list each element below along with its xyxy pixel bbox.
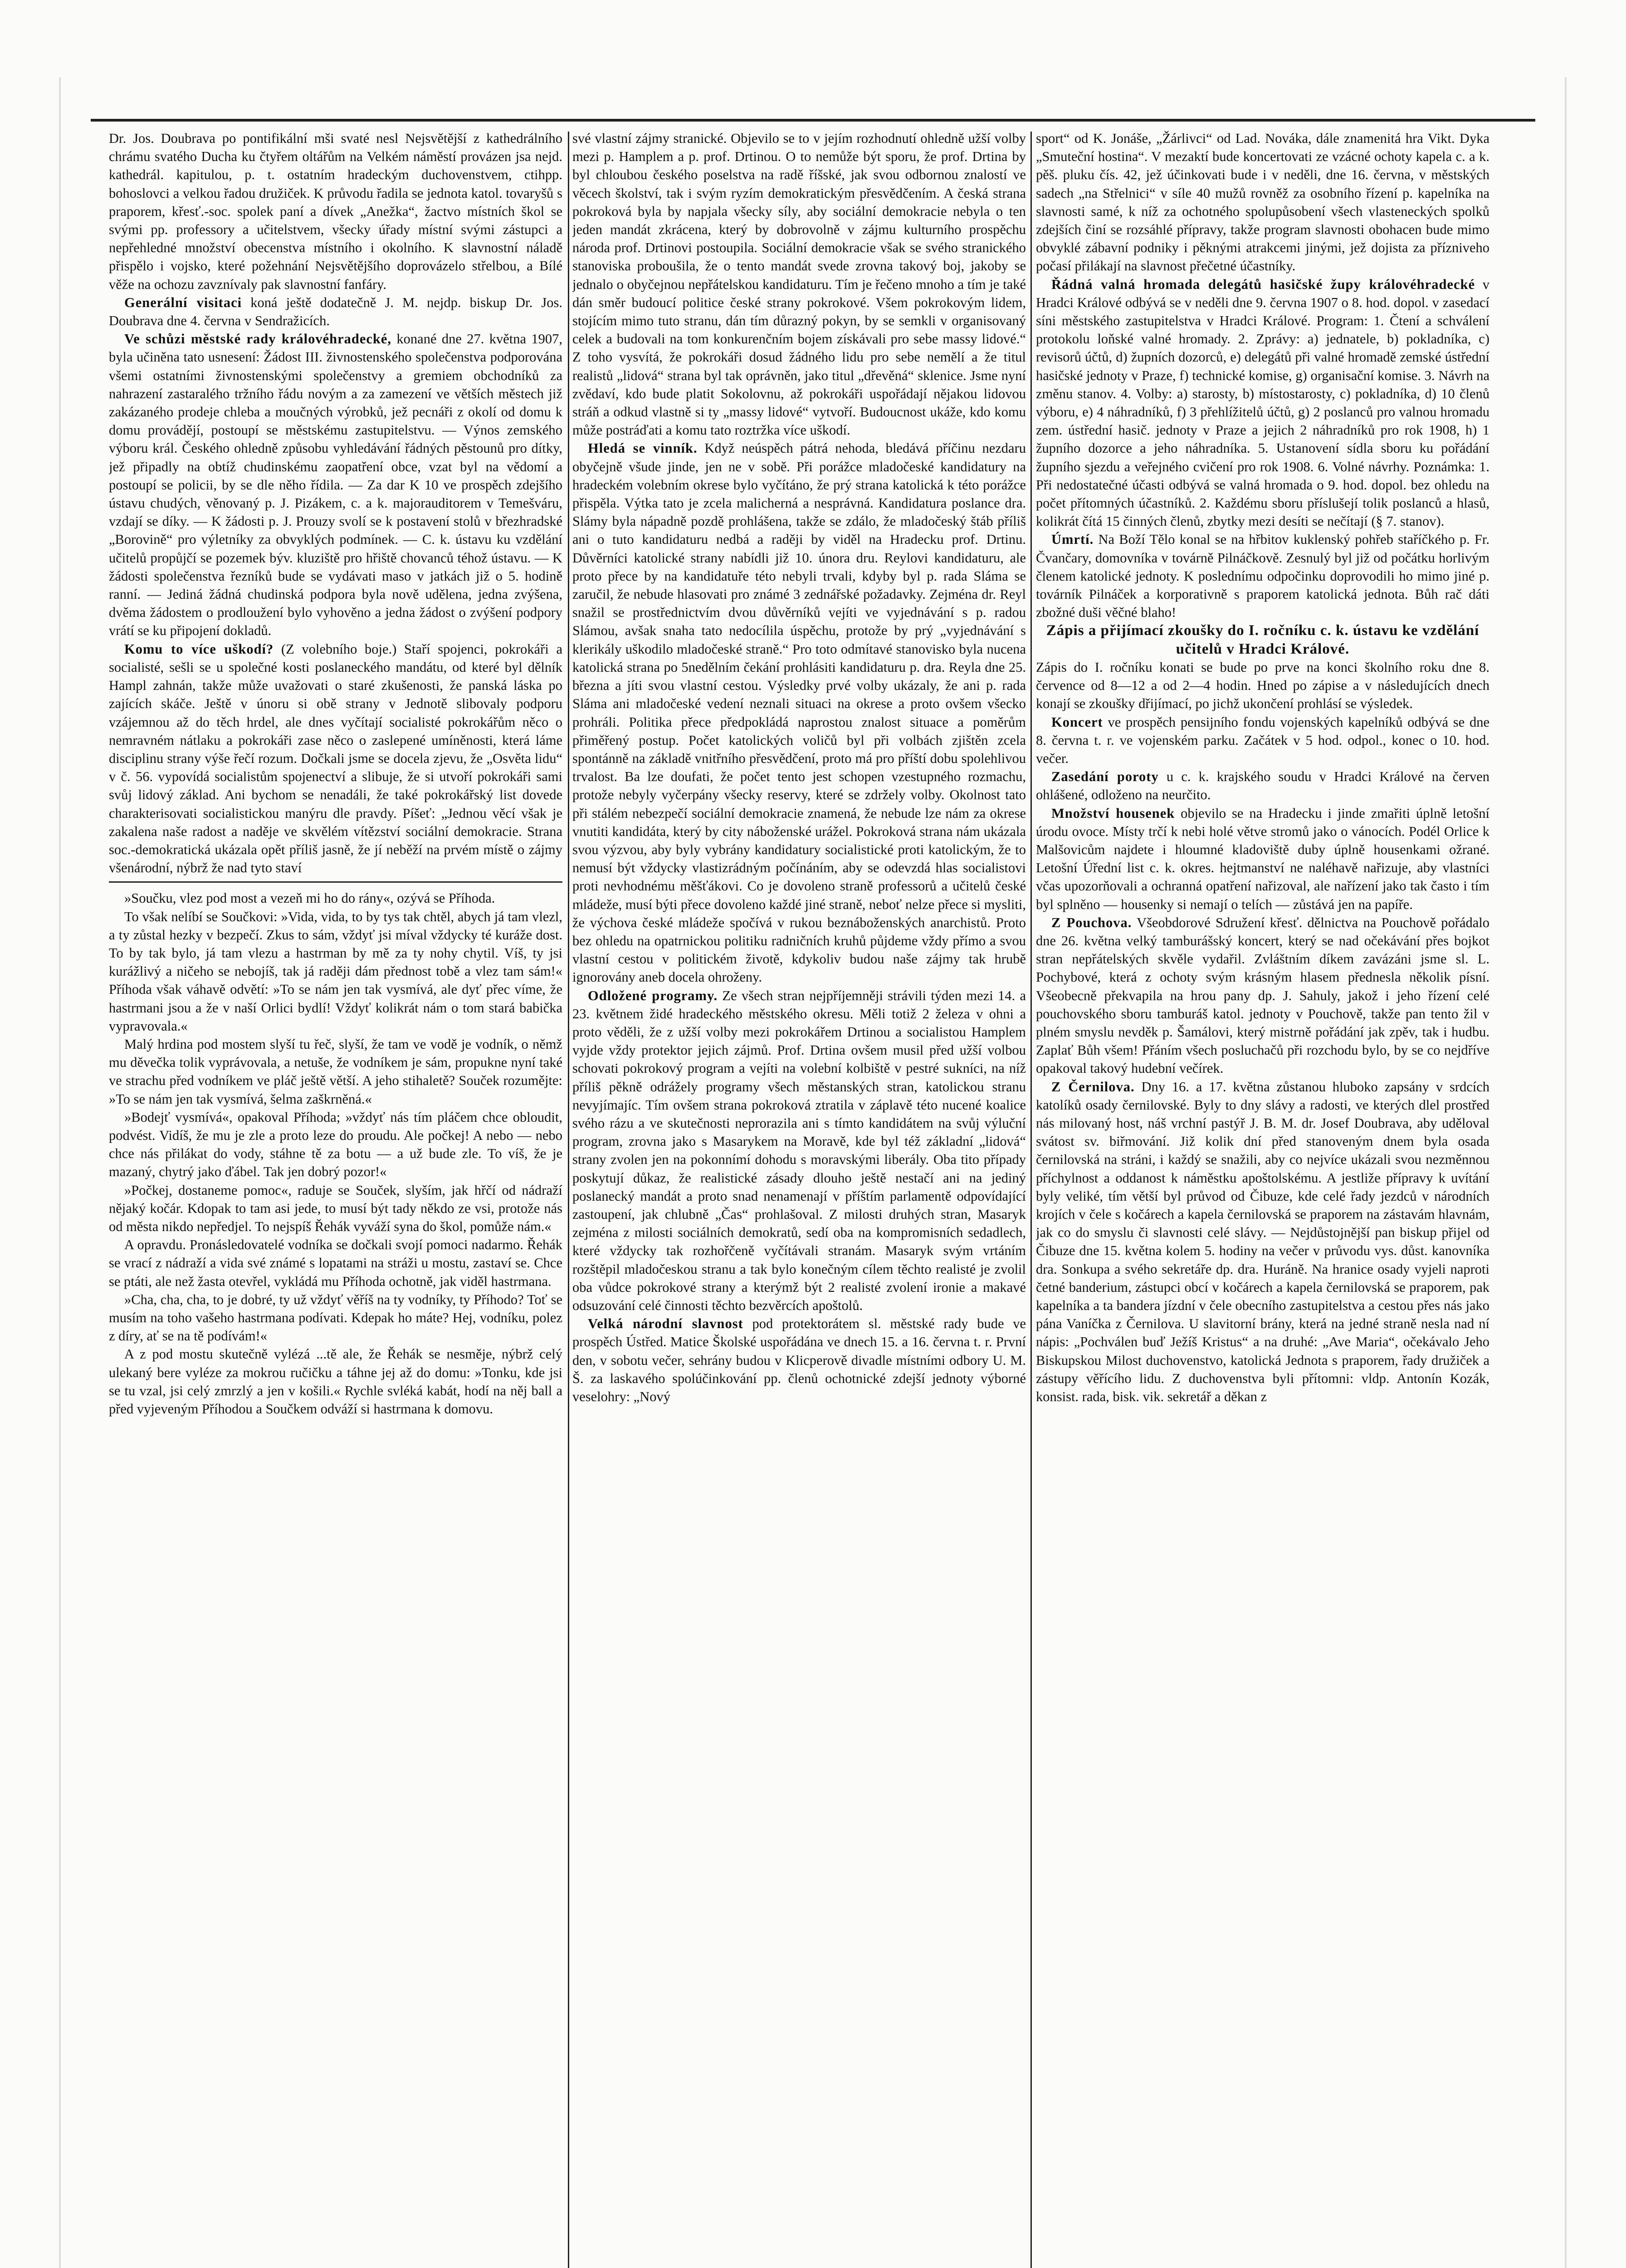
story-paragraph: To však nelíbí se Součkovi: »Vida, vida, to by tys tak chtěl, abych já tam vlezl, a ty zůstal hezky v bezpečí. Zkus to sám, vždyť jsi míval vždycky té kuráže dost. To by tak bylo, já tam vlezu a hastrman by mě za ty nohy chytil. Víš, ty jsi kurážlivý a ničeho se nebojíš, tak já raději dám přednost tobě a vlez tam sám!« Příhoda však váhavě odvětí: »To se nám jen tak vysmívá, ale dyť přec víme, že hastrmani jsou a že v naší Orlici bydlí! Vždyť kolikrát nám o tom stará babička vypravovala.« xyxy=(109,909,562,1034)
page-left-edge xyxy=(59,77,61,2268)
feuilleton-separator xyxy=(109,881,562,883)
article-paragraph xyxy=(109,330,562,640)
column-3 xyxy=(1036,129,1489,2268)
page-right-edge xyxy=(1565,77,1567,2268)
article-text: Ze všech stran nejpříjemněji strávili týden mezi 14. a 23. květnem židé hradeckého městského okresu. Měli totiž 2 železa v ohni a proto věděli, že z užší volby mezi pokrokářem Drtinou a socialistou Hamplem vyjde vždy protektor jejich zájmů. Prof. Drtina ovšem musil před užší volbou schovati pokrokový program a vejíti na volební kolbiště v pestré sukníci, na níž příliš pěkně odrážely programy všech městanských stran, katolickou stranu nevyjímajíc. Tím ovšem strana pokroková ztratila v záplavě této nucené koalice svého rázu a ve skutečnosti neprorazila ani s tímto kandidátem na svůj výluční program, zrovna jako s Masarykem na Moravě, kde byl též základní „lidová“ strany zvolen jen na pokonnímí dohodu s moravskými liberály. Oba tito případy poskytují důkaz, že realistické zásady dlouho ještě nestačí ani na jediný poslanecký mandát a proto snad nenamenají v příštím parlamentě odpovídající zastoupení, jak chlubně „Čas“ prohlašoval. Z milosti druhých stran, Masaryk zejména z milosti sociálních demokratů, sedí oba na kompromisních sedadlech, které vždycky tak rozhořčeně vyčítávali stranám. Masaryk svým vrtáním rozštěpil mladočeskou stranu a tak bylo konečným cílem těchto realisté je zvolil oba vůdce pokrokové strany a kterýmž být 2 realisté zvolení ironie a makavé odsuzování celé činnosti těchto bezvěrcích apoštolů. xyxy=(572,987,1026,1313)
column-rule-1 xyxy=(568,132,569,2268)
article-paragraph xyxy=(109,293,562,330)
story-paragraph: »Bodejť vysmívá«, opakoval Příhoda; »vždyť nás tím pláčem chce obloudit, podvést. Vidíš, že mu je zle a proto leze do proudu. Ale počkej! A nebo — nebo chce nás přilákat do vody, stáhne tě za botu — a už bude zle. To víš, že je mazaný, chytrý jako ďábel. Tak jen dobrý pozor!« xyxy=(109,1109,562,1180)
article-paragraph xyxy=(572,1315,1026,1406)
story-paragraph: A opravdu. Pronásledovatelé vodníka se dočkali svojí pomoci nadarmo. Řehák se vrací z nádraží a vida své známé s lopatami na stráži u mostu, zastaví se. Chce se ptáti, ale než žasta otevřel, vykládá mu Příhoda ochotně, jak viděl hastrmana. xyxy=(109,1237,562,1289)
story-paragraph: »Počkej, dostaneme pomoc«, raduje se Souček, slyším, jak hřčí od nádraží nějaký kočár. Kdopak to tam asi jede, to musí být tady někdo ze vsi, protože nás od města nikdo nepředjel. To nejspíš Řehák vyváží syna do škol, pomůže nám.« xyxy=(109,1182,562,1234)
article-heading: Koncert xyxy=(1051,714,1103,730)
article-heading: Generální visitaci xyxy=(124,294,242,310)
article-paragraph xyxy=(109,640,562,877)
article-heading: Řádná valná hromada delegátů hasičské župy královéhradecké xyxy=(1051,276,1475,292)
story-paragraph: »Součku, vlez pod most a vezeň mi ho do rány«, ozývá se Příhoda. xyxy=(124,890,495,906)
story-paragraph: A z pod mostu skutečně vylézá ...tě ale, že Řehák se nesměje, nýbrž celý ulekaný bere vyléze za mokrou ručičku a táhne jej až do domu: »Tonku, kde jsi se tu vzal, jsi celý zmrzlý a jen v košili.« Rychle svléká kabát, hodí na něj ball a před vyjeveným Příhodou a Součkem odváží si hastrmana k domovu. xyxy=(109,1346,562,1417)
article-text: u c. k. krajského soudu v Hradci Králové na červen ohlášené, odloženo na neurčito. xyxy=(1036,769,1489,803)
article-heading: Úmrtí. xyxy=(1051,532,1094,547)
article-heading: Odložené programy. xyxy=(588,987,718,1003)
column-rule-2 xyxy=(1030,132,1032,2268)
article-text: Všeobdorové Sdružení křesť. dělnictva na Pouchově pořádalo dne 26. května velký tamburášský koncert, který se nad očekávání přes bojkot stran nepřátelských skvěle vydařil. Zvláštním díkem zavázáni jsme sl. L. Pochybové, která z ochoty svým krásným hlasem přednesla několik písní. Všeobecně překvapila na hrou pany dp. J. Sahuly, jakož i jeho řízení celé pouchovského sboru tamburáš katol. jednoty v Pouchově, takže pan tento žil v plném smyslu nevděk p. Šamálovi, který mistrně pořádání jak zpěv, tak i hudbu. Zaplať Bůh všem! Přáním všech posluchačů při rozchodu bylo, by se co nejdříve opakoval takový hudební večírek. xyxy=(1036,914,1489,1076)
column-1 xyxy=(109,129,562,2268)
article-paragraph xyxy=(1036,713,1489,768)
article-paragraph: sport“ od K. Jonáše, „Žárlivci“ od Lad. Nováka, dále znamenitá hra Vikt. Dyka „Smuteční hostina“. V mezaktí bude koncertovati ze vzácné ochoty kapela c. a k. pěš. pluku čís. 42, jež účinkovati bude i v neděli, dne 16. června, v městských sadech „na Střelnici“ v síle 40 mužů rovněž za osobního řízení p. kapelníka na slavnosti samé, k níž za ochotného spolupůsobení všech vlasteneckých spolků zdejších činí se rozsáhlé přípravy, takže program slavnosti obohacen bude mimo obvyklé zábavní podniky i pěknými atrakcemi jinými, jež dojista za přízniveho počasí přilákají na slavnost přečetné účastníky. xyxy=(1036,131,1489,274)
article-heading: Ve schůzi městské rady královéhradecké, xyxy=(124,331,392,347)
article-text: Když neúspěch pátrá nehoda, bledává příčinu nezdaru obyčejně všude jinde, jen ne v sobě. Při porážce mladočeské kandidatury na hradeckém volebním okrese bylo vyčítáno, že prý strana katolická k této porážce přispěla. Výtka tato je zcela malicherná a nesprávná. Kandidatura poslance dra. Slámy byla nápadně pozdě prohlášena, takže se zdálo, že mladočeský štáb příliš ani o tuto kandidaturu nedbá a raději by viděl na Hradecku prof. Drtinu. Důvěrníci katolické strany nabídli již 10. února dru. Reylovi kandidaturu, ale proto přece by na kandidatuře této nebyli trvali, kdyby byl p. rada Sláma se zaručil, že nebude hlasovati pro známé 3 zednářské požadavky. Zejména dr. Reyl snažil se prostřednictvím dvou důvěrníků vejíti ve vyjednávání s p. radou Slámou, avšak snaha tato nedocílila úspěchu, protože by prý „vyjednávání s klerikály uškodilo mladočeské straně.“ Pro toto odmítavé stanovisko byla nucena katolická strana po 5nedělním čekání prohlásiti kandidaturu p. dra. Reyla dne 25. března a jíti svou vlastní cestou. Výsledky prvé volby ukázaly, že ani p. rada Sláma ani mladočeské vedení neznali situaci na okrese a proto ovšem všecko prohráli. Politika přece předpokládá naprostou znalost situace a poměrům přiměřený postup. Počet katolických voličů byl při volbách zjištěn zcela spontánně na základě vnitřního přesvědčení, proto má pro příští dobu spolehlivou trvalost. Ba lze doufati, že počet tento jest schopen vzestupného rozmachu, protože nebyly vyčerpány všecky reservy, které se zdržely volby. Okolnost tato při stálém nebezpečí sociální demokracie znamená, že nebude lze nám za okrese vnutiti kandidáta, který by city náboženské urážel. Pokroková strana nám ukázala svou výzvou, aby byly vybrány kandidatury socialistické proti katolickým, že to nemusí být vždycky vlastizrádným počínáním, aby se odevzdá hlas socialistovi proti nevhodnému měšťákovi. Co je dovoleno straně professorů a učitelů české mládeže, musí býti přece dovoleno každé jiné straně, neboť nelze přece si mysliti, že výchova české mládeže spočívá v rukou beznáboženských anarchistů. Proto bez ohledu na opatrnickou politiku radničních kruhů půjdeme vždy přímo a svou vlastní cestou v politickém životě, kdykoliv budou naše zájmy tak hrubě ignorovány aneb docela ohroženy. xyxy=(572,440,1026,985)
article-paragraph: Dr. Jos. Doubrava po pontifikální mši svaté nesl Nejsvětější z kathedrálního chrámu svatého Ducha ku čtyřem oltářům na Velkém náměstí provázen jsa nejd. kathedrál. kapitulou, p. t. ostatním hradeckým duchovenstvem, ctihpp. bohoslovci a velkou řadou družiček. K průvodu řadila se jednota katol. tovaryšů s praporem, křesť.-soc. spolek paní a dívek „Anežka“, žactvo místních škol se svými pp. professory a učitelstvem, všecky úřady místní svými zástupci a nepřehledné množství obecenstva místního i okolního. K slavnostní náladě přispělo i vojsko, které požehnání Nejsvětějšího doprovázelo střelbou, a Bílé věže na ochozu zavznívaly pak slavnostní fanfáry. xyxy=(109,131,562,292)
article-paragraph xyxy=(1036,914,1489,1078)
article-text: Dny 16. a 17. května zůstanou hluboko zapsány v srdcích katolíků osady černilovské. Byly to dny slávy a radosti, ve kterých dlel prostřed nás milovaný host, náš vrchní pastýř J. B. M. dr. Josef Doubrava, aby uděloval svátost sv. biřmování. Již kolik dní před stanoveným dnem byla osada černilovská na stráni, i každý se snažili, aby co nejvíce ukázali svou nezměnnou příchylnost a oddanost k náměstku apoštolskému. A jestliže přípravy k uvítání byly veliké, tím větší byl průvod od Čibuze, kde celé řady jezdců v národních krojích v čele s kočárech a kapela černilovská se praporem na zástavám hlavnám, jak co do smyslu či slavnosti celé slávy. — Nejdůstojnější pan biskup přijel od Čibuze dne 15. května kolem 5. hodiny na večer v průvodu vys. důst. kanovníka dra. Sonkupa a svého sekretáře dp. dra. Huráně. Na hranice osady vyjeli naproti četné banderium, zástupci obcí v kočárech a kapela černilovská se praporem, pak kapelníka a ta bandera jízdní v čele obecního zastupitelstva a cestou přes nás jako pána Vaníčka z Černilova. U slavitorní brány, která na jedné straně nesla nad ní nápis: „Pochválen buď Ježíš Kristus“ a na druhé: „Ave Maria“, očekávalo Jeho Biskupskou Milost duchovenstvo, katolická Jednota s praporem, řady družiček a zástupy věřícího lidu. Z duchovenstva byli přítomni: vldp. Antonín Kozák, konsist. rada, bisk. vik. sekretář a děkan z xyxy=(1036,1079,1489,1405)
article-paragraph xyxy=(1036,1078,1489,1406)
article-text: Na Boží Tělo konal se na hřbitov kuklenský pohřeb staříčkého p. Fr. Čvančary, domovníka v továrně Pilnáčkově. Zesnulý byl již od počátku horlivým členem katolické jednoty. K poslednímu odpočinku doprovodili ho mimo jiné p. továrník Pilnáček a korporativně s praporem katolická jednota. Bůh rač dáti zbožné duši věčné blaho! xyxy=(1036,532,1489,621)
article-heading: Množství housenek xyxy=(1051,805,1175,821)
article-heading: Komu to více uškodí? xyxy=(124,641,274,657)
article-paragraph xyxy=(572,439,1026,986)
article-heading: Zápis a přijímací zkoušky do I. ročníku c. k. ústavu ke vzdělání učitelů v Hradci Králové. xyxy=(1046,622,1480,657)
story-paragraph: Malý hrdina pod mostem slyší tu řeč, slyší, že tam ve vodě je vodník, o němž mu děvečka tolik vyprávovala, a netuše, že vodníkem je sám, propukne nyní také ve strachu před vodníkem ve pláč ještě větší. A jeho stihaletě? Souček rozumějte: »To se nám jen tak vysmívá, šelma zaškrněná.« xyxy=(109,1036,562,1107)
article-heading: Velká národní slavnost xyxy=(588,1316,743,1332)
article-heading: Hledá se vinník. xyxy=(588,440,698,456)
article-text: pod protektorátem sl. městské rady bude ve prospěch Ústřed. Matice Školské uspořádána ve dnech 15. a 16. června t. r. První den, v sobotu večer, sehrány budou v Klicperově divadle místními odbory U. M. Š. za laskavého spolúčinkování pp. členů ochotnické zdejší jednoty výborné veselohry: „Nový xyxy=(572,1316,1026,1405)
article-heading: Zasedání poroty xyxy=(1051,769,1159,785)
article-heading: Z Pouchova. xyxy=(1051,914,1132,930)
story-paragraph: »Cha, cha, cha, to je dobré, ty už vždyť věříš na ty vodníky, ty Příhodo? Toť se musím na toho vašeho hastrmana podívati. Kdepak ho máte? Hej, vodníku, polez z díry, ať se na tě podívám!« xyxy=(109,1291,562,1344)
article-text: objevilo se na Hradecku i jinde zmařiti úplně letošní úrodu ovoce. Místy trčí k nebi holé větve stromů jako o vánocích. Podél Orlice k Malšovicům najdete i hloumné kladoviště duby úplně housenkami ožrané. Letošní Úřední list c. k. okres. hejtmanství ne naléhavě nařizuje, aby vlastníci včas upozorňovali a ochranná opatření nařizoval, ale nařízení jako tak často i tím byl splněno — housenky si nemají o telích — zůstává jen na papíře. xyxy=(1036,805,1489,912)
column-2 xyxy=(572,129,1026,2268)
article-paragraph: své vlastní zájmy stranické. Objevilo se to v jejím rozhodnutí ohledně užší volby mezi p. Hamplem a p. prof. Drtinou. O to nemůže být sporu, že prof. Drtina by byl chloubou českého poselstva na radě říšské, jak svou odbornou znalostí ve věcech školství, tak i svým ryzím demokratickým přesvědčením. A česká strana pokroková byla by napjala všecky síly, aby sociální demokracie nebyla o ten jeden mandát zkrácena, který by dobrovolně v zájmu kulturního prospěchu národa prof. Drtinovi postoupila. Sociální demokracie však se svého stranického stanoviska proboušila, že o tento mandát svede zrovna takový boj, jakoby se jednalo o obyčejnou nepřátelskou kandidaturu. Tím je řečeno mnoho a tím je také dán směr budoucí politice české strany pokrokové. Všem pokrokovým lidem, stojícím mimo tuto stranu, dán tím důrazný pokyn, by se semkli v organisovaný celek a budovali na tom konkurenčním bojem získávali pro sebe massy lidové.“ Z toho vysvítá, že pokrokáři dosud žádného lidu pro sebe nemělí a že titul realistů „lidová“ strana byl tak oprávněn, jako titul „dřevěná“ sklenice. Jsme nyní zvědaví, kdo bude platit Sokolovnu, až pokrokáři uspořádají nějakou lidovou stráň a odkud vlastně si ty „massy lidové“ vytvoří. Budoucnost ukáže, kdo komu může postráďati a komu tato roztržka více uškodí. xyxy=(572,131,1026,438)
article-text: koná ještě dodatečně J. M. nejdp. biskup Dr. Jos. Doubrava dne 4. června v Sendražicích. xyxy=(109,294,562,329)
top-rule xyxy=(91,119,1535,122)
article-text: v Hradci Králové odbývá se v neděli dne 9. června 1907 o 8. hod. dopol. v zasedací síni městského zastupitelstva v Hradci Králové. Program: 1. Čtení a schválení protokolu loňské valné hromady. 2. Zprávy: a) jednatele, b) pokladníka, c) revisorů účtů, d) župních dozorců, e) delegátů při valné hromadě zemské ústřední hasičské jednoty v Praze, f) technické komise, g) organisační komise. 3. Návrh na změnu stanov. 4. Volby: a) starosty, b) místostarosty, c) pokladníka, d) 10 členů výboru, e) 4 náhradníků, f) 3 přehlížitelů účtů, g) 2 poslanců pro valnou hromadu zem. ústřední hasič. jednoty v Praze a jejich 2 náhradníků pro rok 1908, h) 1 župního dozorce a jeho náhradníka. 5. Ustanovení sídla sboru ku pořádání župního sjezdu a veřejného cvičení pro rok 1908. 6. Volné návrhy. Poznámka: 1. Při nedostatečné účasti odbývá se valná hromada o 9. hod. dopol. bez ohledu na počet přítomných účastníků. 2. Každému sboru příslušejí tolik poslanců a hlasů, kolikrát čítá 15 činných členů, zbytky mezi desíti se nečítají (§ 7. stanov). xyxy=(1036,276,1489,529)
article-text: Zápis do I. ročníku konati se bude po prve na konci školního roku dne 8. července od 8—12 a od 2—4 hodin. Hned po zápise a v následujících dnech konají se zkoušky dřijímací, po jichž ukončení prohlásí se výsledek. xyxy=(1036,659,1489,712)
article-paragraph xyxy=(572,987,1026,1315)
article-paragraph xyxy=(1036,767,1489,804)
article-text: konané dne 27. května 1907, byla učiněna tato usnesení: Žádost III. živnostenského společenstva podporována všemi ostatními živnostenskými společenstvy a gremiem obchodníků za nahrazení zastaralého tržního řádu novým a za zamezení ve větších městech již zakázaného prodeje chleba a moučných výrobků, jež pecnáři z okolí od domu k domu provádějí, postoupí se městskému zastupitelstvu. — Výnos zemského výboru král. Českého ohledně způsobu vyhledávání řádných pěstounů pro dítky, jež připadly na obtíž chudinskému zaopatření obce, vzat byl na vědomí a postoupí se policii, by se dle něho řídila. — Za dar K 10 ve prospěch zdejšího ústavu chudých, věnovaný p. J. Pizákem, c. a k. majorauditorem v Temešváru, vzdají se díky. — K žádosti p. J. Prouzy svolí se k postavení stolů v březhradské „Borovině“ pro výletníky za obvyklých podmínek. — C. k. ústavu ku vzdělání učitelů propůjčí se pozemek býv. kluziště pro hřiště chovanců téhož ústavu. — K žádosti společenstva řezníků bude se vydávati maso v jatkách již o 5. hodině ranní. — Jediná žádná chudinská podpora byla nově udělena, jedna zvýšena, dvěma žádostem o prodloužení bylo vyhověno a jedna žádost o zvýšení podpory vrátí se ku připojení dokladů. xyxy=(109,331,562,639)
feuilleton-story xyxy=(109,889,562,1418)
article-paragraph xyxy=(1036,804,1489,914)
article-paragraph xyxy=(1036,275,1489,531)
article-text: ve prospěch pensijního fondu vojenských kapelníků odbývá se dne 8. června t. r. ve vojenském parku. Začátek v 5 hod. odpol., konec o 10. hod. večer. xyxy=(1036,714,1489,766)
article-paragraph xyxy=(1036,530,1489,621)
article-text: (Z volebního boje.) Staří spojenci, pokrokáři a socialisté, sešli se u společné kosti poslaneckého mandátu, od které byl dělník Hampl zahnán, takže může uvažovati o staré zkušenosti, že panská láska po zajících skáče. Ještě v únoru si obě strany v Jednotě slibovaly podporu vzájemnou až do těch hrdel, ale dnes vyčítají socialisté pokrokářům něco o nemravném nátlaku a pokrokáři zase něco o zaslepené umíněnosti, která láme disciplinu strany výše řečí rozum. Dočkali jsme se docela zjevu, že „Osvěta lidu“ v č. 56. vypovídá socialistům spojenectví a slibuje, že si utvoří pokrokáři sami svůj lidový základ. Ani bychom se nenadáli, že také pokrokářský list dovede charakterisovati socialistickou manýru dle pravdy. Píšeť: „Jednou věcí však je zakalena naše radost a naděje ve skvělém vítězství sociální demokracie. Strana soc.-demokratická ukázala opět příliš jasně, že jí neběží na prvém místě o zájmy všenárodní, nýbrž že nad tyto staví xyxy=(109,641,562,876)
article-paragraph xyxy=(1036,621,1489,713)
article-heading: Z Černilova. xyxy=(1051,1079,1135,1095)
